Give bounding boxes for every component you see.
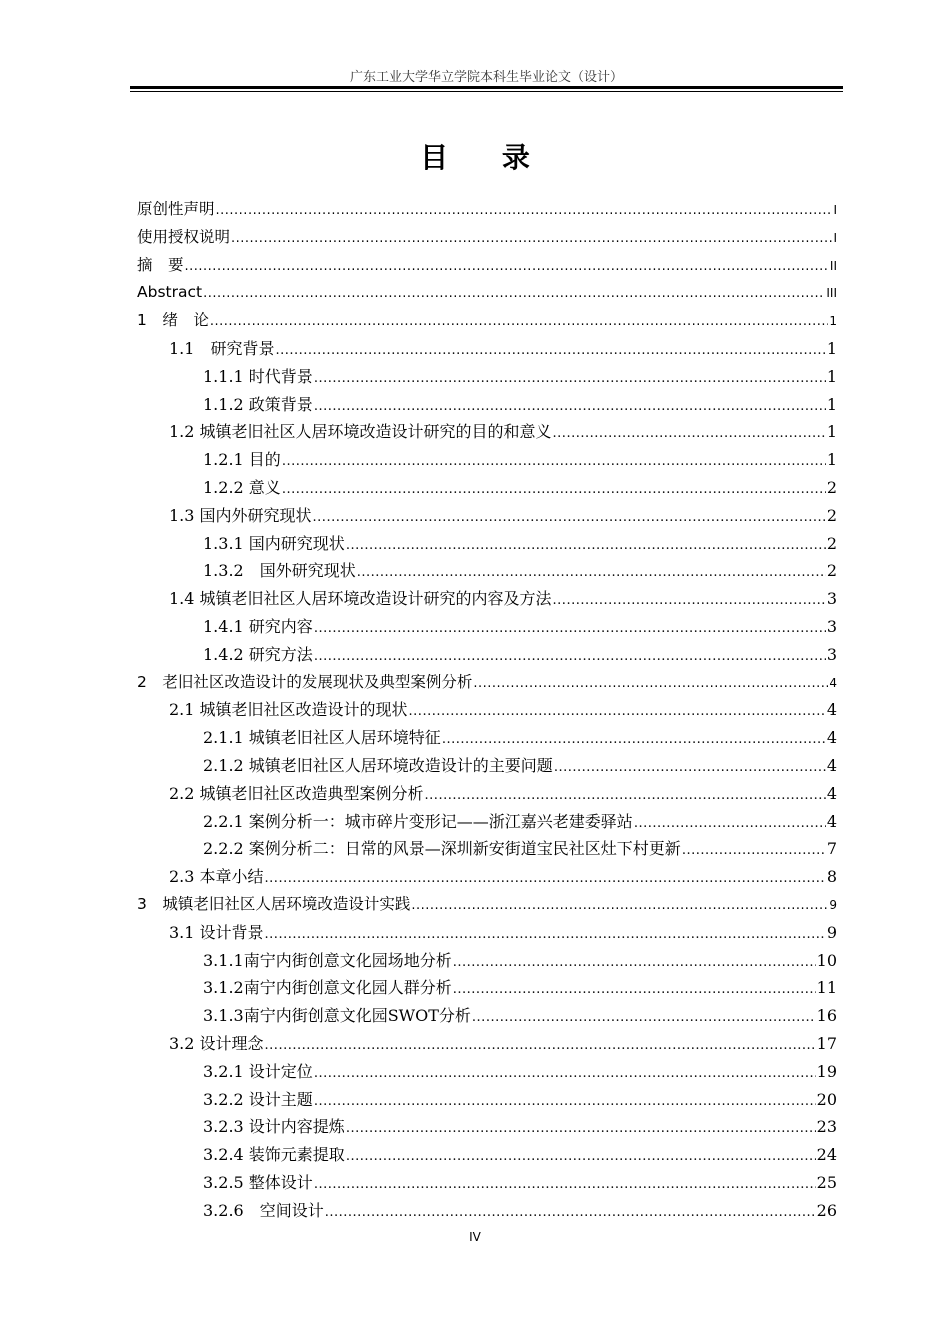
toc-entry[interactable] <box>137 641 837 669</box>
toc-leader-dots <box>325 1199 816 1225</box>
toc-entry-page: III <box>826 286 837 301</box>
toc-entry-page: 1 <box>826 422 837 442</box>
toc-leader-dots <box>554 754 826 780</box>
toc-leader-dots <box>682 837 826 863</box>
toc-entry-page: 2 <box>826 505 837 525</box>
toc-entry-page: 4 <box>826 783 837 803</box>
toc-leader-dots <box>634 810 826 836</box>
toc-leader-dots <box>282 448 826 474</box>
toc-entry[interactable] <box>137 335 837 363</box>
toc-entry[interactable] <box>137 780 837 808</box>
toc-entry-label: 1.4.2 研究方法 <box>203 644 313 664</box>
toc-entry[interactable] <box>137 724 837 752</box>
header-rule-thin <box>130 91 843 92</box>
toc-entry-label: 1.2 城镇老旧社区人居环境改造设计研究的目的和意义 <box>169 422 552 442</box>
toc-leader-dots <box>314 643 826 669</box>
toc-entry-label: 2.2.1 案例分析一：城市碎片变形记——浙江嘉兴老建委驿站 <box>203 811 633 831</box>
table-of-contents <box>137 196 837 1224</box>
toc-entry[interactable] <box>137 1113 837 1141</box>
toc-leader-dots <box>472 1004 816 1030</box>
toc-entry-page: 17 <box>816 1033 837 1053</box>
toc-entry-page: 3 <box>826 589 837 609</box>
toc-entry[interactable] <box>137 974 837 1002</box>
toc-entry-label: 2.1 城镇老旧社区改造设计的现状 <box>169 700 408 720</box>
toc-leader-dots <box>275 337 825 363</box>
toc-entry-label: 3.2.3 设计内容提炼 <box>203 1117 345 1137</box>
toc-entry[interactable] <box>137 808 837 836</box>
toc-entry-page: 2 <box>826 533 837 553</box>
toc-leader-dots <box>265 865 826 891</box>
toc-entry[interactable] <box>137 1197 837 1225</box>
toc-entry-label: 1.1.2 政策背景 <box>203 394 313 414</box>
toc-entry-label: 2.2.2 案例分析二：日常的风景—深圳新安街道宝民社区灶下村更新 <box>203 839 681 859</box>
toc-leader-dots <box>314 615 826 641</box>
toc-entry-label: 3.2.6 空间设计 <box>203 1200 324 1220</box>
toc-entry[interactable] <box>137 530 837 558</box>
toc-leader-dots <box>553 587 826 613</box>
toc-entry-page: 25 <box>816 1172 837 1192</box>
toc-entry-label: 摘 要 <box>137 255 184 274</box>
toc-entry[interactable] <box>137 474 837 502</box>
toc-entry-label: 1.3 国内外研究现状 <box>169 505 312 525</box>
toc-entry[interactable] <box>137 696 837 724</box>
toc-entry-label: 3.2.5 整体设计 <box>203 1172 313 1192</box>
toc-entry[interactable] <box>137 863 837 891</box>
toc-entry[interactable] <box>137 502 837 530</box>
header-rule-thick <box>130 86 843 89</box>
toc-leader-dots <box>265 1032 816 1058</box>
toc-entry[interactable] <box>137 252 837 280</box>
toc-entry-page: II <box>829 258 837 273</box>
toc-entry-page: 7 <box>826 839 837 859</box>
toc-entry-label: 3.2.1 设计定位 <box>203 1061 313 1081</box>
toc-leader-dots <box>314 1171 816 1197</box>
toc-entry-label: 1.4 城镇老旧社区人居环境改造设计研究的内容及方法 <box>169 589 552 609</box>
toc-entry[interactable] <box>137 1002 837 1030</box>
toc-entry-page: 2 <box>826 477 837 497</box>
toc-entry-page: 3 <box>826 616 837 636</box>
toc-entry[interactable] <box>137 1169 837 1197</box>
toc-entry-page: 4 <box>826 811 837 831</box>
toc-entry[interactable] <box>137 196 837 224</box>
toc-entry-page: 1 <box>826 450 837 470</box>
toc-entry-page: 24 <box>816 1145 837 1165</box>
toc-entry-page: 19 <box>816 1061 837 1081</box>
toc-leader-dots <box>210 308 828 335</box>
toc-entry[interactable] <box>137 1030 837 1058</box>
toc-entry[interactable] <box>137 279 837 307</box>
toc-entry[interactable] <box>137 418 837 446</box>
toc-entry-label: 原创性声明 <box>137 200 215 218</box>
toc-entry-label: 3.2.2 设计主题 <box>203 1089 313 1109</box>
toc-entry[interactable] <box>137 307 837 335</box>
toc-entry-page: 3 <box>826 644 837 664</box>
toc-entry-label: 3.1.2南宁内街创意文化园人群分析 <box>203 978 452 998</box>
toc-entry-page: 4 <box>826 755 837 775</box>
toc-entry-label: 1.1 研究背景 <box>169 338 275 358</box>
page-number: IV <box>469 1230 481 1244</box>
toc-entry-label: 3.2 设计理念 <box>169 1033 264 1053</box>
toc-entry-label: 使用授权说明 <box>137 227 231 246</box>
toc-entry-label: 1 绪 论 <box>137 311 209 330</box>
toc-leader-dots <box>411 892 828 919</box>
toc-entry-label: 3.1 设计背景 <box>169 922 264 942</box>
toc-leader-dots <box>453 949 816 975</box>
toc-entry[interactable] <box>137 835 837 863</box>
toc-entry-page: 23 <box>816 1117 837 1137</box>
toc-leader-dots <box>473 670 828 697</box>
toc-leader-dots <box>265 921 826 947</box>
toc-entry-page: I <box>833 203 837 217</box>
toc-leader-dots <box>357 559 826 585</box>
toc-entry[interactable] <box>137 669 837 697</box>
toc-entry-label: Abstract <box>137 283 203 302</box>
toc-entry[interactable] <box>137 224 837 252</box>
toc-leader-dots <box>314 1088 816 1114</box>
toc-leader-dots <box>216 197 833 224</box>
toc-entry-label: 3.1.1南宁内街创意文化园场地分析 <box>203 950 452 970</box>
toc-entry-label: 3 城镇老旧社区人居环境改造设计实践 <box>137 894 411 913</box>
toc-entry-page: 4 <box>826 728 837 748</box>
toc-entry-page: 11 <box>816 978 837 998</box>
toc-entry-page: 20 <box>816 1089 837 1109</box>
toc-entry-label: 1.2.2 意义 <box>203 477 281 497</box>
toc-leader-dots <box>453 976 816 1002</box>
toc-leader-dots <box>425 782 826 808</box>
toc-entry-page: 1 <box>826 366 837 386</box>
toc-entry[interactable] <box>137 557 837 585</box>
toc-entry-page: 1 <box>826 338 837 358</box>
toc-leader-dots <box>314 393 826 419</box>
toc-leader-dots <box>346 1115 816 1141</box>
toc-entry-page: 26 <box>816 1200 837 1220</box>
toc-entry-label: 3.1.3南宁内街创意文化园SWOT分析 <box>203 1006 471 1026</box>
toc-entry-label: 1.3.2 国外研究现状 <box>203 561 356 581</box>
toc-leader-dots <box>314 365 826 391</box>
toc-entry-label: 1.1.1 时代背景 <box>203 366 313 386</box>
toc-leader-dots <box>409 698 826 724</box>
toc-entry-label: 2.2 城镇老旧社区改造典型案例分析 <box>169 783 424 803</box>
toc-entry-page: 9 <box>826 922 837 942</box>
toc-leader-dots <box>442 726 826 752</box>
page-header: 广东工业大学华立学院本科生毕业论文（设计） <box>349 70 623 85</box>
toc-entry-label: 1.3.1 国内研究现状 <box>203 533 345 553</box>
toc-entry-page: 9 <box>829 897 837 912</box>
toc-entry[interactable] <box>137 363 837 391</box>
toc-leader-dots <box>314 1060 816 1086</box>
toc-entry-page: 1 <box>829 314 837 329</box>
toc-title: 目 录 <box>420 141 552 174</box>
toc-entry-page: 16 <box>816 1006 837 1026</box>
toc-entry-page: 10 <box>816 950 837 970</box>
toc-entry-label: 2 老旧社区改造设计的发展现状及典型案例分析 <box>137 672 473 691</box>
toc-leader-dots <box>231 225 832 252</box>
toc-leader-dots <box>203 280 825 307</box>
toc-leader-dots <box>553 420 826 446</box>
toc-entry[interactable] <box>137 919 837 947</box>
toc-entry-label: 3.2.4 装饰元素提取 <box>203 1145 345 1165</box>
toc-leader-dots <box>185 253 829 280</box>
toc-leader-dots <box>313 504 826 530</box>
toc-entry[interactable] <box>137 1086 837 1114</box>
toc-entry-page: 2 <box>826 561 837 581</box>
toc-leader-dots <box>346 1143 816 1169</box>
toc-entry-page: 1 <box>826 394 837 414</box>
toc-entry[interactable] <box>137 446 837 474</box>
toc-leader-dots <box>346 532 826 558</box>
toc-entry-label: 2.1.1 城镇老旧社区人居环境特征 <box>203 728 441 748</box>
toc-entry-label: 2.1.2 城镇老旧社区人居环境改造设计的主要问题 <box>203 755 553 775</box>
toc-entry[interactable] <box>137 947 837 975</box>
toc-entry-page: 4 <box>826 700 837 720</box>
toc-leader-dots <box>282 476 826 502</box>
toc-entry[interactable] <box>137 1141 837 1169</box>
toc-entry[interactable] <box>137 1058 837 1086</box>
toc-entry[interactable] <box>137 613 837 641</box>
toc-entry-label: 1.2.1 目的 <box>203 450 281 470</box>
toc-entry-label: 2.3 本章小结 <box>169 867 264 887</box>
toc-entry-page: I <box>833 230 837 245</box>
toc-entry[interactable] <box>137 891 837 919</box>
toc-entry[interactable] <box>137 752 837 780</box>
toc-entry[interactable] <box>137 391 837 419</box>
toc-entry-label: 1.4.1 研究内容 <box>203 616 313 636</box>
toc-entry-page: 8 <box>826 867 837 887</box>
toc-entry-page: 4 <box>829 675 837 690</box>
toc-entry[interactable] <box>137 585 837 613</box>
